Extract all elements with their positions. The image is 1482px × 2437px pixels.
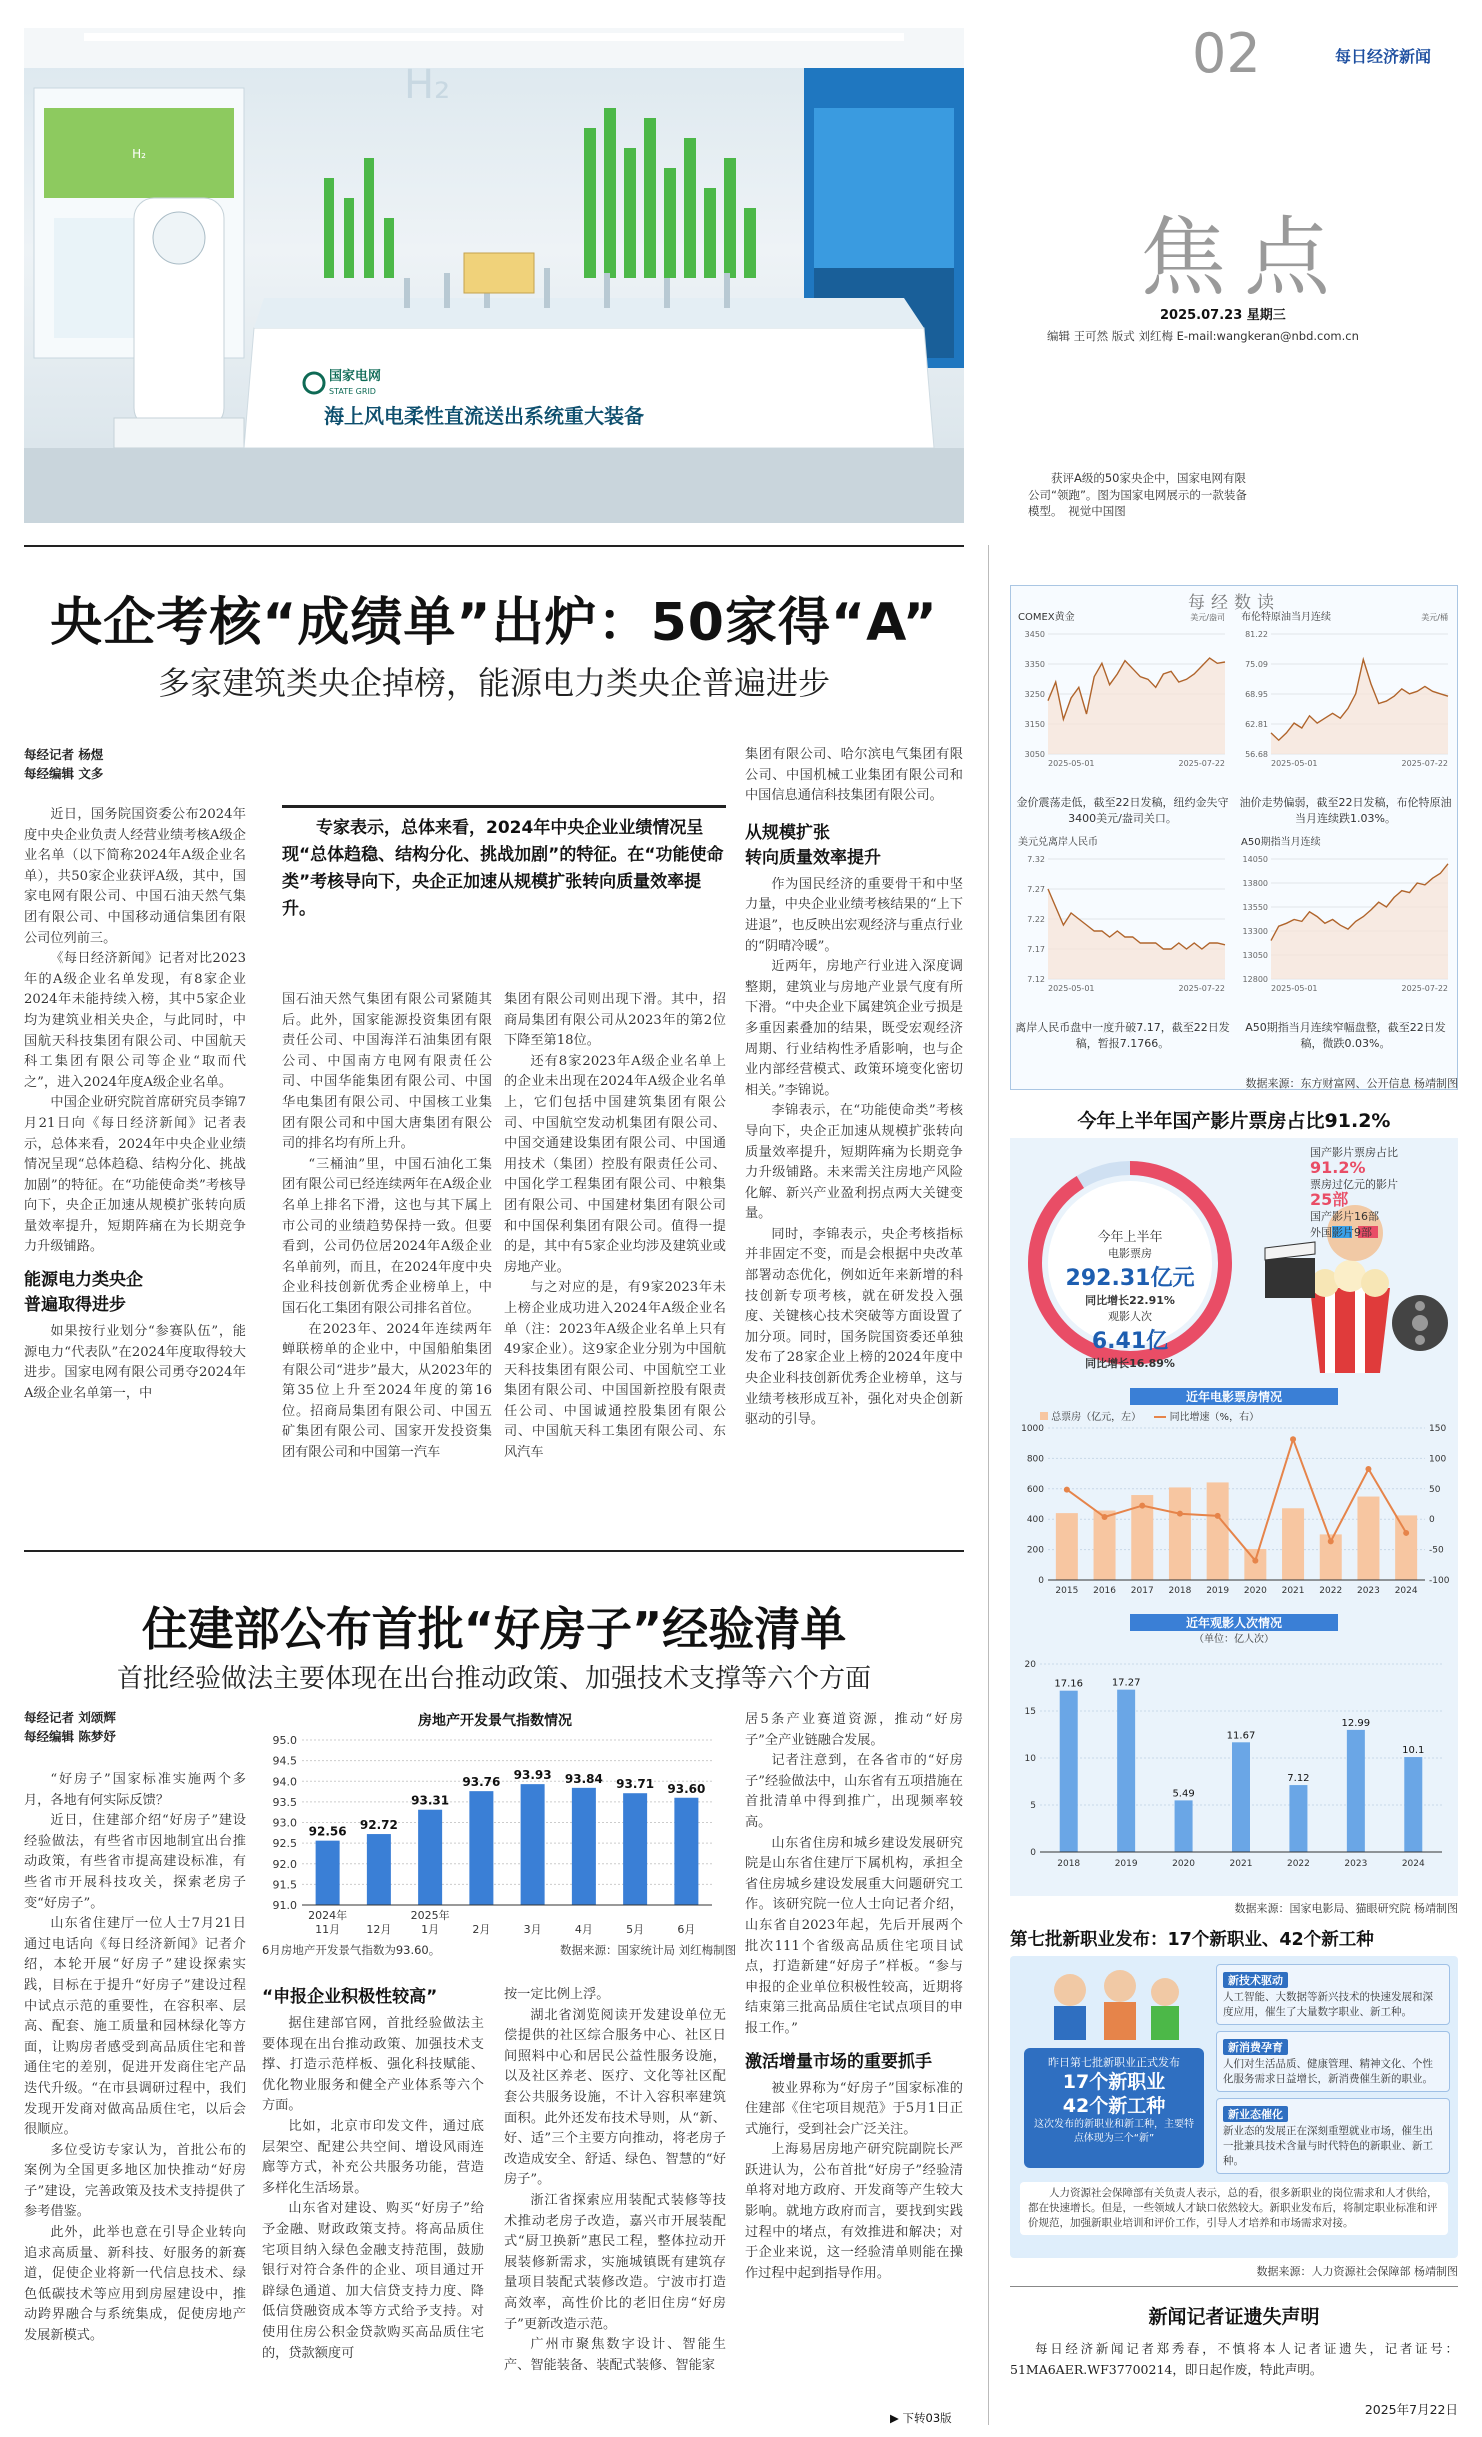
audience-chart-plot xyxy=(1010,1644,1458,1884)
jobs-infographic xyxy=(1010,1956,1458,2258)
mini-chart-name: COMEX黄金 xyxy=(1018,612,1075,623)
pull-quote-rule xyxy=(282,805,726,808)
popcorn-icon xyxy=(1310,1260,1390,1373)
page-number: 02 xyxy=(1192,22,1261,85)
paragraph: 李锦表示，在“功能使命类”考核导向下，央企正加速从规模扩张转向质量效率提升，短期阵痛为长期竞争力升级铺路。未来需关注房地产风险化解、新兴产业盈利拐点两大关键变量。 xyxy=(745,1103,963,1222)
x-tick-label: 11月 xyxy=(315,1923,341,1935)
y-tick-label: 94.0 xyxy=(272,1775,297,1789)
x-tick-label: 2018 xyxy=(1168,1586,1192,1596)
y-tick-label: 7.27 xyxy=(1027,885,1045,894)
y-tick-label: 13300 xyxy=(1242,927,1268,936)
paragraph: 按一定比例上浮。 xyxy=(504,1987,610,2002)
column-divider xyxy=(988,545,989,2425)
domestic-films-count: 国产影片16部 xyxy=(1310,1210,1379,1223)
bar xyxy=(367,1834,391,1905)
group-label: 2024年 xyxy=(308,1909,348,1922)
job-item-tag: 新技术驱动 xyxy=(1223,1972,1288,1988)
paragraph: 浙江省探索应用装配式装修等技术推动老房子改造，嘉兴市开展装配式“厨卫换新”惠民工程，整体拉动开展装修新需求，实施城镇既有建筑存量项目装配式装修改造。宁波市打造高效率，高性价比的老旧住房“好房子”更新改造示范。 xyxy=(504,2192,726,2332)
data-label: 17.27 xyxy=(1111,1677,1141,1689)
notice-date: 2025年7月22日 xyxy=(1364,2402,1458,2417)
bar xyxy=(1282,1508,1304,1580)
bar xyxy=(418,1810,442,1905)
paragraph: 记者注意到，在各省市的“好房子”经验做法中，山东省有五项措施在首批清单中得到推广，出现频率较高。 xyxy=(745,1753,963,1830)
film-center-line1: 今年上半年 xyxy=(1097,1230,1163,1245)
yoy-point xyxy=(1064,1487,1070,1493)
bar xyxy=(1357,1497,1379,1580)
expo-photo xyxy=(24,28,964,523)
film-center-line5: 同比增长16.89% xyxy=(1085,1357,1175,1370)
x-tick-label: 2月 xyxy=(472,1923,491,1935)
data-label: 93.31 xyxy=(411,1793,450,1808)
y-tick-label: 13800 xyxy=(1242,879,1268,888)
y-tick-label: 20 xyxy=(1024,1660,1036,1670)
jobs-new-occupations: 17个新职业 xyxy=(1062,2071,1166,2093)
x-tick-label: 2024 xyxy=(1401,1859,1425,1869)
continue-note[interactable]: ▶ 下转03版 xyxy=(890,2411,952,2425)
paragraph: 还有8家2023年A级企业名单上的企业未出现在2024年A级企业名单上，它们包括中国建筑集团有限公司、中国航空发动机集团有限公司、中国交通建设集团有限公司、中国通用技术（集团）控股有限责任公司、中国化学工程集团有限公司、中粮集团有限公司、中国建材集团有限公司和中国保利集团有限公司。值得一提的是，其中有5家企业均涉及建筑业或房地产业。 xyxy=(504,1053,726,1275)
x-tick-label: 2025-07-22 xyxy=(1401,984,1448,993)
y-tick-label: 0 xyxy=(1030,1848,1036,1858)
notice-text: 每日经济新闻记者郑秀春，不慎将本人记者证遗失，记者证号：51MA6AER.WF37700214，即日起作废，特此声明。 xyxy=(1010,2341,1458,2377)
x-tick-label: 2019 xyxy=(1206,1586,1230,1596)
x-tick-label: 2023 xyxy=(1356,1586,1380,1596)
hydrogen-label: H₂ xyxy=(132,147,146,161)
bar xyxy=(1347,1730,1365,1852)
x-tick-label: 6月 xyxy=(677,1923,696,1935)
y-tick-label: 7.22 xyxy=(1027,915,1045,924)
bar xyxy=(1094,1511,1116,1580)
yoy-point xyxy=(1139,1503,1145,1509)
bar xyxy=(1169,1487,1191,1580)
paragraph: 被业界称为“好房子”国家标准的住建部《住宅项目规范》于5月1日正式施行，受到社会广泛关注。 xyxy=(745,2080,963,2137)
job-item-3 xyxy=(1216,2098,1450,2174)
x-tick-label: 12月 xyxy=(366,1923,392,1935)
bar xyxy=(1244,1549,1266,1580)
paragraph: 近日，国务院国资委公布2024年度中央企业负责人经营业绩考核A级企业名单（以下简称2024年A级企业名单），共50家企业获评A级，其中，国家电网有限公司、中国石油天然气集团有限公司、中国移动通信集团有限公司位列前三。 xyxy=(24,807,246,946)
paragraph: 在2023年、2024年连续两年蝉联榜单的企业中，中国船舶集团有限公司“进步”最大，从2023年的第35位上升至2024年度的第16位。招商局集团有限公司、中国五矿集团有限公司、国家开发投资集团有限公司和中国第一汽车 xyxy=(282,1321,492,1461)
data-label: 11.67 xyxy=(1226,1730,1256,1742)
article2-top-rule xyxy=(24,1550,964,1552)
jobs-new-types: 42个新工种 xyxy=(1062,2095,1166,2117)
article2-editor: 每经编辑 陈梦妤 xyxy=(24,1729,116,1744)
y2-tick-label: 50 xyxy=(1429,1484,1441,1495)
yoy-point xyxy=(1252,1558,1258,1564)
job-item-text: 新业态的发展正在深刻重塑就业市场，催生出一批兼具技术含量与时代特色的新职业、新工种。 xyxy=(1223,2125,1433,2167)
bar xyxy=(1207,1482,1229,1580)
y-tick-label: 3450 xyxy=(1024,630,1045,639)
job-item-tag: 新消费孕育 xyxy=(1223,2039,1288,2055)
domestic-share-value: 91.2% xyxy=(1310,1158,1366,1177)
paragraph: 上海易居房地产研究院副院长严跃进认为，公布首批“好房子”经验清单将对地方政府、开发商等产生较大影响。就地方政府而言，要找到实践过程中的堵点，有效推进和解决；对于企业来说，这一经验清单则能在操作过程中起到指导作用。 xyxy=(745,2142,963,2281)
x-tick-label: 2023 xyxy=(1344,1859,1368,1869)
gold-caption: 金价震荡走低，截至22日发稿，纽约金失守3400美元/盎司关口。 xyxy=(1016,796,1229,825)
data-label: 93.76 xyxy=(462,1775,501,1790)
bar xyxy=(1060,1691,1078,1852)
mini-chart-unit: 美元/盎司 xyxy=(1190,613,1225,622)
y-tick-label: 3050 xyxy=(1024,750,1045,759)
y-tick-label: 95.0 xyxy=(272,1734,297,1747)
bar xyxy=(521,1784,545,1905)
article1-subheading-1: 能源电力类央企 普遍取得进步 xyxy=(24,1270,143,1316)
data-panel-source: 数据来源：东方财富网、公开信息 杨靖制图 xyxy=(1245,1077,1458,1090)
film-center-line2: 电影票房 xyxy=(1108,1247,1152,1260)
paragraph: 据住建部官网，首批经验做法主要体现在出台推动政策、加强技术支撑、打造示范样板、强化科技赋能、优化物业服务和健全产业体系等六个方面。 xyxy=(262,2016,484,2114)
film-title: 今年上半年国产影片票房占比91.2% xyxy=(1077,1110,1391,1132)
photo-caption: 获评A级的50家央企中，国家电网有限公司“领跑”。图为国家电网展示的一款装备模型。 视觉中国图 xyxy=(1028,471,1247,518)
y-tick-label: 92.5 xyxy=(272,1837,297,1851)
jobs-note: 人力资源社会保障部有关负责人表示，总的看，很多新职业的岗位需求和人才供给，都在快速增长。但是，一些领域人才缺口依然较大。新职业发布后，将制定职业标准和评价规范，加强新职业培训和评价工作，引导人才培养和市场需求对接。 xyxy=(1020,2182,1448,2235)
y-tick-label: 93.0 xyxy=(272,1816,297,1830)
film-center-line3: 同比增长22.91% xyxy=(1085,1294,1175,1307)
yoy-point xyxy=(1102,1514,1108,1520)
job-item-text: 人工智能、大数据等新兴技术的快速发展和深度应用，催生了大量数字职业、新工种。 xyxy=(1223,1991,1433,2018)
article1-col1 xyxy=(24,805,246,1404)
y-tick-label: 12800 xyxy=(1242,975,1268,984)
article1-pull-quote: 专家表示，总体来看，2024年中央企业业绩情况呈现“总体趋稳、结构分化、挑战加剧”的特征。在“功能使命类”考核导向下，央企正加速从规模扩张转向质量效率提升。 xyxy=(282,818,724,919)
article1-reporter: 每经记者 杨煜 xyxy=(24,747,104,762)
x-tick-label: 2016 xyxy=(1093,1586,1117,1596)
y-tick-label: 13550 xyxy=(1242,903,1268,912)
notice-title: 新闻记者证遗失声明 xyxy=(1148,2306,1320,2328)
notice-top-rule xyxy=(1010,2286,1458,2287)
x-tick-label: 2025-05-01 xyxy=(1048,759,1095,768)
job-item-tag: 新业态催化 xyxy=(1223,2106,1288,2122)
data-label: 5.49 xyxy=(1172,1788,1195,1800)
y-tick-label: 91.0 xyxy=(272,1899,297,1912)
x-tick-label: 4月 xyxy=(574,1923,593,1935)
x-tick-label: 2017 xyxy=(1130,1586,1154,1596)
photo-sign-brand: 国家电网 xyxy=(329,369,382,384)
y-tick-label: 68.95 xyxy=(1245,690,1268,699)
y-tick-label: 94.5 xyxy=(272,1754,297,1768)
data-label: 92.56 xyxy=(308,1824,347,1839)
professional-people-icon xyxy=(1030,1962,1190,2042)
film-box-office: 292.31亿元 xyxy=(1065,1266,1195,1291)
article1-top-rule xyxy=(24,545,964,547)
article1-subheading-2: 从规模扩张 转向质量效率提升 xyxy=(745,822,881,868)
foreign-films-count: 外国影片9部 xyxy=(1310,1226,1372,1239)
x-tick-label: 2025-05-01 xyxy=(1271,759,1318,768)
y-tick-label: 56.68 xyxy=(1245,750,1268,759)
paper-name: 每日经济新闻 xyxy=(1335,47,1432,66)
audience-chart-unit: （单位：亿人次） xyxy=(1194,1634,1274,1645)
y2-tick-label: 0 xyxy=(1429,1515,1435,1526)
y-tick-label: 7.32 xyxy=(1027,855,1045,864)
y-tick-label: 400 xyxy=(1026,1515,1044,1526)
housing-chart-caption: 6月房地产开发景气指数为93.60。 xyxy=(262,1943,441,1957)
mini-chart-name: 美元兑离岸人民币 xyxy=(1018,837,1098,848)
mini-chart-name: 布伦特原油当月连续 xyxy=(1241,612,1331,623)
housing-chart-plot xyxy=(262,1730,728,1935)
article1-editor: 每经编辑 文多 xyxy=(24,766,104,781)
jobs-intro2: 这次发布的新职业和新工种，主要特点体现为三个“新” xyxy=(1034,2119,1194,2144)
data-label: 12.99 xyxy=(1341,1717,1371,1729)
a50-caption: A50期指当月连续窄幅盘整，截至22日发稿，微跌0.03%。 xyxy=(1245,1021,1446,1050)
over-1b-value: 25部 xyxy=(1310,1190,1349,1209)
y-tick-label: 81.22 xyxy=(1245,630,1268,639)
issue-date: 2025.07.23 星期三 xyxy=(1160,308,1286,323)
y-tick-label: 15 xyxy=(1024,1707,1036,1717)
y2-tick-label: 150 xyxy=(1429,1424,1447,1434)
legend-yoy-label: 同比增速（%，右） xyxy=(1169,1412,1260,1423)
data-label: 17.16 xyxy=(1054,1678,1084,1690)
y-tick-label: 800 xyxy=(1026,1454,1044,1465)
x-tick-label: 2021 xyxy=(1229,1859,1253,1869)
y-tick-label: 93.5 xyxy=(272,1795,297,1809)
bar xyxy=(1232,1742,1250,1852)
x-tick-label: 2025-07-22 xyxy=(1178,759,1225,768)
x-tick-label: 2019 xyxy=(1114,1859,1138,1869)
mini-chart-unit: 美元/桶 xyxy=(1421,613,1448,622)
data-label: 93.93 xyxy=(513,1768,552,1783)
article1-title: 央企考核“成绩单”出炉：50家得“A” xyxy=(50,593,938,653)
bar xyxy=(1117,1690,1135,1852)
y-tick-label: 3150 xyxy=(1024,720,1045,729)
x-tick-label: 2025-07-22 xyxy=(1178,984,1225,993)
article1-subtitle: 多家建筑类央企掉榜，能源电力类央企普遍进步 xyxy=(157,664,830,702)
paragraph: 广州市聚焦数字设计、智能生产、智能装备、装配式装修、智能家 xyxy=(504,2337,726,2373)
paragraph: 国石油天然气集团有限公司紧随其后。此外，国家能源投资集团有限责任公司、中国海洋石油集团有限公司、中国南方电网有限责任公司、中国华能集团有限公司、中国华电集团有限公司、中国核工业集团有限公司和中国大唐集团有限公司的排名均有所上升。 xyxy=(282,992,492,1152)
y-tick-label: 62.81 xyxy=(1245,720,1268,729)
yoy-point xyxy=(1215,1513,1221,1519)
x-tick-label: 2025-07-22 xyxy=(1401,759,1448,768)
film-persons: 6.41亿 xyxy=(1091,1329,1169,1354)
article2-col1 xyxy=(24,1770,246,2347)
section-title: 焦点 xyxy=(1140,208,1348,308)
y-tick-label: 13050 xyxy=(1242,951,1268,960)
paragraph: 湖北省浏览阅读开发建设单位无偿提供的社区综合服务中心、社区日间照料中心和居民公益性服务设施，以及社区养老、医疗、文化等社区配套公共服务设施，不计入容积率建筑面积。此外还发布技术导则，从“新、好、适”三个主要方向推动，将老房子改造成安全、舒适、绿色、智慧的“好房子”。 xyxy=(504,2007,726,2188)
yoy-point xyxy=(1177,1511,1183,1517)
article2-subheading-1: “申报企业积极性较高” xyxy=(262,1987,438,2007)
job-item-2 xyxy=(1216,2031,1450,2092)
article2-reporter: 每经记者 刘颂辉 xyxy=(24,1710,116,1725)
paragraph: 比如，北京市印发文件，通过底层架空、配建公共空间、增设风雨连廊等方式，补充公共服务功能，营造多样化生活场景。 xyxy=(262,2118,484,2196)
legend-box-label: 总票房（亿元，左） xyxy=(1051,1412,1142,1423)
x-tick-label: 1月 xyxy=(421,1923,440,1935)
film-center-line4: 观影人次 xyxy=(1108,1310,1152,1323)
yoy-point xyxy=(1365,1466,1371,1472)
editors-line: 编辑 王可然 版式 刘红梅 E-mail:wangkeran@nbd.com.cn xyxy=(1047,329,1359,343)
paragraph: 山东省对建设、购买“好房子”给予金融、财政政策支持。将高品质住宅项目纳入绿色金融支持范围，鼓励银行对符合条件的企业、项目通过开辟绿色通道、加大信贷支持力度、降低信贷融资成本等方式给予支持。对使用住房公积金贷款购买高品质住宅的，贷款额度可 xyxy=(262,2201,484,2361)
x-tick-label: 2020 xyxy=(1172,1859,1196,1869)
paragraph: 山东省住建厅一位人士7月21日通过电话向《每日经济新闻》记者介绍，本轮开展“好房子”建设探索实践，目标在于提升“好房子”建设过程中试点示范的重要性，在容积率、层高、配套、施工质量和园林绿化等方面，让购房者感受到高品质住宅和普通住宅的差别，促进开发商住宅产品迭代升级。“在市县调研过程中，我们发现开发商对做高品质住宅，以后会很顺应。 xyxy=(24,1916,246,2138)
x-tick-label: 2022 xyxy=(1319,1586,1343,1596)
y2-tick-label: -100 xyxy=(1429,1576,1450,1586)
legend-swatch-yoy xyxy=(1154,1416,1166,1418)
series-area xyxy=(1271,864,1448,979)
legend-swatch-box xyxy=(1040,1412,1048,1420)
y-tick-label: 3250 xyxy=(1024,690,1045,699)
job-item-1 xyxy=(1216,1964,1450,2025)
y2-tick-label: 100 xyxy=(1429,1454,1447,1465)
bar xyxy=(1175,1800,1193,1852)
y-tick-label: 5 xyxy=(1030,1801,1036,1811)
paragraph: 中国企业研究院首席研究员李锦7月21日向《每日经济新闻》记者表示，总体来看，2024年中央企业业绩情况呈现“总体趋稳、结构分化、挑战加剧”的特征。在“功能使命类”考核导向下，央企正加速从规模扩张转向质量效率提升，短期阵痛在为长期竞争力升级铺路。 xyxy=(24,1095,246,1255)
paragraph: 此外，此举也意在引导企业转向追求高质量、新科技、好服务的新赛道，促使企业将新一代信息技术、绿色低碳技术等应用到房屋建设中，推动跨界融合与系统集成，促使房地产发展新模式。 xyxy=(24,2225,246,2344)
paragraph: 如果按行业划分“参赛队伍”，能源电力“代表队”在2024年度取得较大进步。国家电网有限公司勇夺2024年A级企业名单第一，中 xyxy=(24,1324,246,1401)
x-tick-label: 2021 xyxy=(1281,1586,1305,1596)
brent-caption: 油价走势偏弱，截至22日发稿，布伦特原油当月连续跌1.03%。 xyxy=(1239,796,1452,825)
article2-subtitle: 首批经验做法主要体现在出台推动政策、加强技术支撑等六个方面 xyxy=(116,1664,871,1694)
paragraph: 作为国民经济的重要骨干和中坚力量，中央企业业绩考核结果的“上下进退”，也反映出宏观经济与重点行业的“阴晴冷暖”。 xyxy=(745,876,963,954)
x-tick-label: 2018 xyxy=(1057,1859,1081,1869)
photo-sign-brand-en: STATE GRID xyxy=(329,387,376,396)
data-label: 93.84 xyxy=(564,1771,603,1786)
x-tick-label: 2020 xyxy=(1243,1586,1267,1596)
x-tick-label: 2025-05-01 xyxy=(1271,984,1318,993)
x-tick-label: 2022 xyxy=(1286,1859,1310,1869)
paragraph: “好房子”国家标准实施两个多月，各地有何实际反馈？ xyxy=(24,1772,246,1808)
film-reel-icon xyxy=(1392,1295,1448,1351)
x-tick-label: 3月 xyxy=(523,1923,542,1935)
y-tick-label: 75.09 xyxy=(1245,660,1268,669)
paragraph: 近日，住建部介绍“好房子”建设经验做法，有些省市因地制宜出台推动政策，有些省市提高建设标准，有些省市开展科技攻关，探索老房子变“好房子”。 xyxy=(24,1813,246,1911)
bar xyxy=(469,1791,493,1905)
y-tick-label: 7.17 xyxy=(1027,945,1045,954)
y-tick-label: 14050 xyxy=(1242,855,1268,864)
clapperboard-icon xyxy=(1265,1242,1315,1298)
data-label: 10.1 xyxy=(1402,1745,1425,1757)
paragraph: 近两年，房地产行业进入深度调整期，建筑业与房地产业景气度有所下滑。“中央企业下属建筑企业亏损是多重因素叠加的结果，既受宏观经济周期、行业结构性矛盾影响，也与企业内部经营模式、政策环境变化密切相关。”李锦说。 xyxy=(745,959,963,1098)
bar xyxy=(316,1841,340,1905)
data-label: 92.72 xyxy=(359,1818,398,1833)
bar xyxy=(623,1793,647,1905)
jobs-source: 数据来源：人力资源社会保障部 杨靖制图 xyxy=(1256,2265,1458,2278)
expo-photo-illustration xyxy=(24,28,964,523)
bar xyxy=(1056,1513,1078,1580)
film-source: 数据来源：国家电影局、猫眼研究院 杨靖制图 xyxy=(1234,1902,1458,1915)
y-tick-label: 91.5 xyxy=(272,1878,297,1892)
jobs-title: 第七批新职业发布：17个新职业、42个新工种 xyxy=(1010,1930,1374,1950)
mini-chart-name: A50期指当月连续 xyxy=(1241,837,1321,848)
data-panel-charts xyxy=(1011,608,1457,1088)
article1-col4 xyxy=(745,745,963,1431)
x-tick-label: 2024 xyxy=(1394,1586,1418,1596)
group-label: 2025年 xyxy=(410,1909,450,1922)
film-infographic xyxy=(1010,1138,1458,1896)
article2-col4 xyxy=(745,1710,963,2284)
paragraph: 与之对应的是，有9家2023年未上榜企业成功进入2024年A级企业名单（注：2023年A级企业名单上只有49家企业）。这9家企业分别为中国航天科技集团有限公司、中国航空工业集团有限公司、中国国新控股有限责任公司、中国诚通控股集团有限公司、中国航天科工集团有限公司、东风汽车 xyxy=(504,1280,726,1461)
y-tick-label: 92.0 xyxy=(272,1857,297,1871)
y-tick-label: 3350 xyxy=(1024,660,1045,669)
y2-tick-label: -50 xyxy=(1429,1545,1444,1556)
data-panel xyxy=(1010,585,1458,1090)
bar xyxy=(1404,1757,1422,1852)
y-tick-label: 1000 xyxy=(1021,1424,1044,1434)
bar xyxy=(1289,1785,1307,1852)
article2-title: 住建部公布首批“好房子”经验清单 xyxy=(141,1602,847,1656)
housing-index-chart xyxy=(262,1710,728,1935)
paragraph: 集团有限公司则出现下滑。其中，招商局集团有限公司从2023年的第2位下降至第18位。 xyxy=(504,992,726,1049)
yoy-point xyxy=(1290,1436,1296,1442)
housing-chart-title: 房地产开发景气指数情况 xyxy=(418,1713,572,1729)
article1-col2 xyxy=(282,990,492,1464)
x-tick-label: 2025-05-01 xyxy=(1048,984,1095,993)
paragraph: 同时，李锦表示，央企考核指标并非固定不变，而是会根据中央改革部署动态优化，例如近年来新增的科技创新专项考核，就在研发投入强度、关键核心技术突破等方面设置了加分项。同时，国务院国资委还单独发布了28家企业上榜的2024年度中央企业科技创新优秀企业榜单，这与业绩考核形成互补，强化对央企创新驱动的引导。 xyxy=(745,1226,963,1428)
over-1b-label: 票房过亿元的影片 xyxy=(1310,1178,1398,1191)
x-tick-label: 2015 xyxy=(1055,1586,1079,1596)
data-label: 93.71 xyxy=(616,1777,655,1792)
article2-col2 xyxy=(262,1985,484,2364)
paragraph: 集团有限公司、哈尔滨电气集团有限公司、中国机械工业集团有限公司和中国信息通信科技集团有限公司。 xyxy=(745,747,963,804)
housing-chart-source: 数据来源：国家统计局 刘红梅制图 xyxy=(560,1943,737,1957)
data-label: 93.60 xyxy=(667,1781,706,1796)
photo-sign-main: 海上风电柔性直流送出系统重大装备 xyxy=(324,404,644,428)
y-tick-label: 600 xyxy=(1026,1484,1044,1495)
y-tick-label: 200 xyxy=(1026,1545,1044,1556)
h2-wall-icon: H₂ xyxy=(404,62,451,108)
bar xyxy=(1395,1515,1417,1580)
article1-col3 xyxy=(504,990,726,1464)
x-tick-label: 5月 xyxy=(626,1923,645,1935)
paragraph: “三桶油”里，中国石油化工集团有限公司已经连续两年在A级企业名单上排名下滑，这也与其下属上市公司的业绩趋势保持一致。但要看到，公司仍位居2024年A级企业名单前列，而且，在2024年度中央企业科技创新优秀企业榜单上，中国石化工集团有限公司排名首位。 xyxy=(282,1156,492,1316)
bar xyxy=(572,1788,596,1905)
domestic-share-label: 国产影片票房占比 xyxy=(1310,1146,1398,1159)
paragraph: 《每日经济新闻》记者对比2023年的A级企业名单发现，有8家企业2024年未能持续入榜，其中5家企业均为建筑业相关央企，与此同时，中国航天科技集团有限公司、中国航天科工集团有限公司等企业“取而代之”，进入2024年度A级企业名单。 xyxy=(24,951,246,1090)
article2-col3 xyxy=(504,1985,726,2376)
yoy-line xyxy=(1067,1439,1406,1561)
series-area xyxy=(1048,889,1225,979)
y-tick-label: 7.12 xyxy=(1027,975,1045,984)
usdcny-caption: 离岸人民币盘中一度升破7.17，截至22日发稿，暂报7.1766。 xyxy=(1015,1021,1230,1050)
paragraph: 山东省住房和城乡建设发展研究院是山东省住建厅下属机构，承担全省住房城乡建设发展重大问题研究工作。该研究院一位人士向记者介绍，山东省自2023年起，先后开展两个批次111个省级高品质住宅项目试点，打造新建“好房子”样板。“参与申报的企业单位积极性较高，近期将结束第三批高品质住宅试点项目的申报工作。” xyxy=(745,1835,963,2036)
paragraph: 居5条产业赛道资源，推动“好房子”全产业链融合发展。 xyxy=(745,1712,963,1748)
data-label: 7.12 xyxy=(1287,1773,1310,1785)
bar xyxy=(674,1798,698,1905)
jobs-intro: 昨日第七批新职业正式发布 xyxy=(1048,2056,1180,2069)
audience-chart-title: 近年观影人次情况 xyxy=(1130,1614,1338,1631)
y-tick-label: 0 xyxy=(1038,1576,1044,1586)
y-tick-label: 10 xyxy=(1024,1754,1036,1764)
yoy-point xyxy=(1403,1530,1409,1536)
paragraph: 多位受访专家认为，首批公布的案例为全国更多地区加快推动“好房子”建设，完善政策及技术支持提供了参考借鉴。 xyxy=(24,2142,246,2220)
article2-subheading-2: 激活增量市场的重要抓手 xyxy=(745,2051,932,2072)
yoy-point xyxy=(1328,1538,1334,1544)
box-office-chart-title: 近年电影票房情况 xyxy=(1130,1388,1338,1405)
box-office-chart-plot xyxy=(1010,1420,1458,1605)
job-item-text: 人们对生活品质、健康管理、精神文化、个性化服务需求日益增长，新消费催生新的职业。 xyxy=(1223,2058,1433,2085)
data-panel-title: 每经数读 xyxy=(1188,593,1280,613)
